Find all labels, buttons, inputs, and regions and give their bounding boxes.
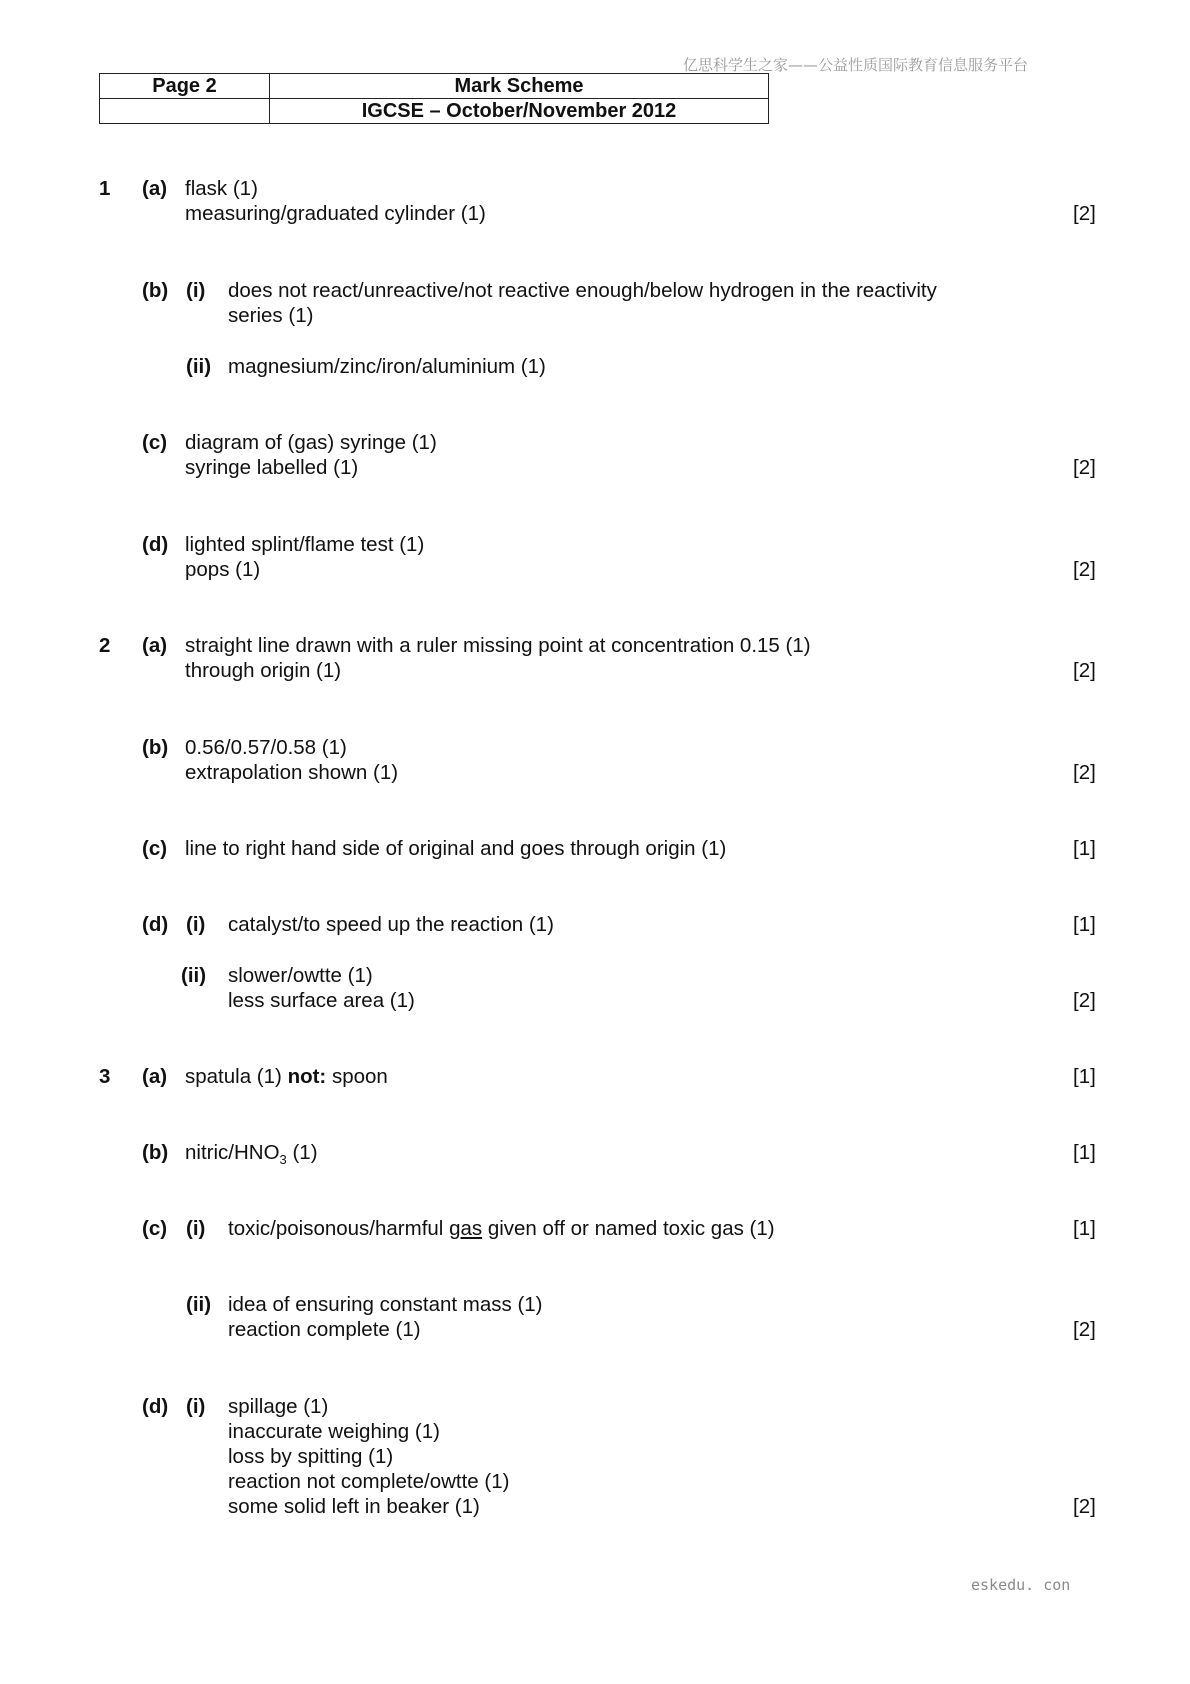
- watermark-text: 亿思科学生之家——公益性质国际教育信息服务平台: [683, 56, 1029, 74]
- mark-value: [1]: [1073, 1141, 1096, 1164]
- question-number: 1: [99, 177, 111, 200]
- answer-line: [185, 1140, 318, 1172]
- answer-line: extrapolation shown (1): [185, 761, 399, 784]
- subpart-label: (ii): [186, 355, 212, 378]
- header-page: Page 2: [100, 74, 270, 99]
- mark-value: [2]: [1073, 1495, 1096, 1518]
- footer-text: eskedu. con: [971, 1576, 1071, 1594]
- answer-text: toxic/poisonous/harmful: [228, 1217, 450, 1240]
- answer-line: lighted splint/flame test (1): [185, 533, 425, 556]
- answer-line: flask (1): [185, 177, 258, 200]
- part-label: (a): [142, 177, 168, 200]
- answer-line: less surface area (1): [228, 989, 415, 1012]
- part-label: (d): [142, 533, 169, 556]
- subpart-label: (ii): [181, 964, 207, 987]
- answer-line: [185, 1064, 388, 1089]
- question-number: 3: [99, 1065, 111, 1088]
- answer-text: (1): [286, 1141, 318, 1164]
- part-label: (b): [142, 736, 169, 759]
- mark-value: [2]: [1073, 456, 1096, 479]
- answer-line: 0.56/0.57/0.58 (1): [185, 736, 347, 759]
- answer-line: slower/owtte (1): [228, 964, 373, 987]
- answer-line: loss by spitting (1): [228, 1445, 394, 1468]
- answer-line: straight line drawn with a ruler missing point at concentration 0.15 (1): [185, 634, 811, 657]
- part-label: (a): [142, 634, 168, 657]
- part-label: (a): [142, 1065, 168, 1088]
- mark-value: [2]: [1073, 1318, 1096, 1341]
- answer-text: spoon: [326, 1065, 388, 1088]
- answer-line: magnesium/zinc/iron/aluminium (1): [228, 355, 546, 378]
- mark-value: [1]: [1073, 913, 1096, 936]
- answer-line: diagram of (gas) syringe (1): [185, 431, 437, 454]
- answer-line: syringe labelled (1): [185, 456, 359, 479]
- subpart-label: (ii): [186, 1293, 212, 1316]
- answer-text: given off or named toxic gas (1): [482, 1217, 775, 1240]
- header-table: [99, 73, 769, 124]
- answer-line: pops (1): [185, 558, 261, 581]
- part-label: (c): [142, 837, 168, 860]
- subpart-label: (i): [186, 1395, 206, 1418]
- header-subtitle: IGCSE – October/November 2012: [270, 99, 769, 124]
- subpart-label: (i): [186, 1217, 206, 1240]
- part-label: (b): [142, 279, 169, 302]
- answer-line: [228, 1216, 775, 1241]
- answer-line: measuring/graduated cylinder (1): [185, 202, 486, 225]
- not-label: not:: [287, 1065, 327, 1088]
- part-label: (c): [142, 431, 168, 454]
- mark-value: [1]: [1073, 1065, 1096, 1088]
- subscript: 3: [279, 1152, 287, 1168]
- answer-line: does not react/unreactive/not reactive enough/below hydrogen in the reactivity: [228, 279, 937, 302]
- answer-line: inaccurate weighing (1): [228, 1420, 440, 1443]
- answer-line: idea of ensuring constant mass (1): [228, 1293, 543, 1316]
- subpart-label: (i): [186, 279, 206, 302]
- mark-value: [2]: [1073, 761, 1096, 784]
- mark-value: [1]: [1073, 1217, 1096, 1240]
- mark-value: [2]: [1073, 558, 1096, 581]
- part-label: (d): [142, 1395, 169, 1418]
- mark-value: [2]: [1073, 202, 1096, 225]
- mark-value: [1]: [1073, 837, 1096, 860]
- answer-text: nitric/HNO: [185, 1141, 280, 1164]
- part-label: (c): [142, 1217, 168, 1240]
- question-number: 2: [99, 634, 111, 657]
- part-label: (d): [142, 913, 169, 936]
- answer-line: catalyst/to speed up the reaction (1): [228, 913, 554, 936]
- answer-line: line to right hand side of original and goes through origin (1): [185, 837, 727, 860]
- answer-line: spillage (1): [228, 1395, 329, 1418]
- mark-value: [2]: [1073, 989, 1096, 1012]
- answer-line: some solid left in beaker (1): [228, 1495, 480, 1518]
- header-empty-cell: [100, 99, 270, 124]
- subpart-label: (i): [186, 913, 206, 936]
- underlined-text: gas: [449, 1217, 483, 1240]
- answer-line: series (1): [228, 304, 314, 327]
- header-title: Mark Scheme: [270, 74, 769, 99]
- part-label: (b): [142, 1141, 169, 1164]
- answer-line: reaction not complete/owtte (1): [228, 1470, 510, 1493]
- answer-line: reaction complete (1): [228, 1318, 421, 1341]
- mark-value: [2]: [1073, 659, 1096, 682]
- answer-text: spatula (1): [185, 1065, 288, 1088]
- answer-line: through origin (1): [185, 659, 342, 682]
